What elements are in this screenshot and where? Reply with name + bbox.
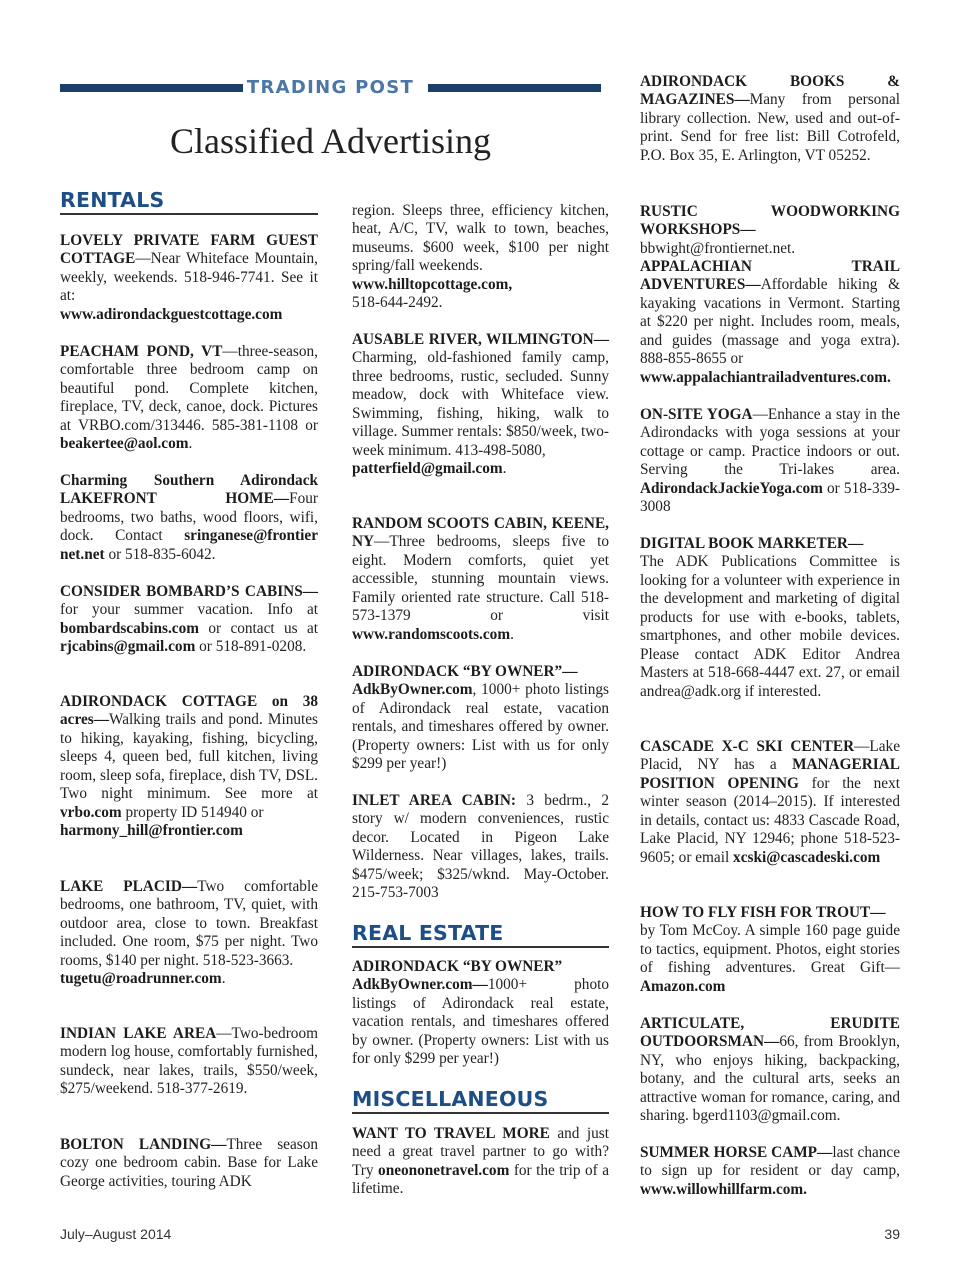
appalachian-url-link[interactable]: www.appalachiantrailadventures.com. (640, 368, 891, 386)
ad-random-scoots: RANDOM SCOOTS CABIN, KEENE, NY—Three bedrooms, sleeps five to eight. Modern comforts, quiet yet accessible, stunning mountain views. Family oriented rate structure. Call 518-573-1379 or visit www.randomscoots.com. (352, 515, 609, 643)
ad-by-owner-rentals: ADIRONDACK “BY OWNER”— AdkByOwner.com, 1000+ photo listings of Adirondack real estate, vacation rentals, and timeshares offered by owner. (Property owners: List with us for only $299 per year!) (352, 663, 609, 773)
section-heading-rentals: RENTALS (60, 188, 318, 215)
yoga-url-link[interactable]: AdirondackJackieYoga.com (640, 479, 823, 497)
ad-cascade-ski: CASCADE X-C SKI CENTER—Lake Placid, NY has a MANAGERIAL POSITION OPENING for the next winter season (2014–2015). If interested in details, contact us: 4833 Cascade Road, Lake Placid, NY 12946; phone 518-523-9605; or email xcski@cascadeski.com (640, 738, 900, 866)
ad-onsite-yoga: ON-SITE YOGA—Enhance a stay in the Adirondacks with yoga sessions at your cottage or camp. Practice indoors or out. Serving the Tri-lakes area. AdirondackJackieYoga.com or 518-339-3008 (640, 406, 900, 516)
tugetu-email-link[interactable]: tugetu@roadrunner.com (60, 970, 222, 988)
ad-farm-cottage: LOVELY PRIVATE FARM GUEST COTTAGE—Near Whiteface Mountain, weekly, weekends. 518-946-7741. See it at: www.adirondackguestcottage.com (60, 232, 318, 323)
ad-cottage-38-acres: ADIRONDACK COTTAGE on 38 acres—Walking trails and pond. Minutes to hiking, kayaking, fishing, bicycling, sleeps 4, queen bed, full kitchen, living room, sleep sofa, fireplace, dish TV, DSL. Two night minimum. See more at vrbo.com property ID 514940 or harmony_hill@frontier.com (60, 693, 318, 840)
trading-post-banner (60, 78, 601, 98)
vrbo-link[interactable]: vrbo.com (60, 803, 122, 821)
ad-outdoorsman: ARTICULATE, ERUDITE OUTDOORSMAN—66, from Brooklyn, NY, who enjoys hiking, backpacking, botany, and the cultural arts, seeks an attractive woman for romance, caring, and sharing. bgerd1103@gmail.com. (640, 1015, 900, 1125)
footer-page-number: 39 (884, 1226, 900, 1242)
ad-lakefront-home: Charming Southern Adirondack LAKEFRONT HOME—Four bedrooms, two baths, wood floors, wifi, dock. Contact sringanese@frontier net.net or 518-835-6042. (60, 472, 318, 563)
farm-url-link[interactable]: www.adirondackguestcottage.com (60, 305, 283, 323)
ad-peacham-pond: PEACHAM POND, VT—three-season, comfortable three bedroom camp on beautiful pond. Complete kitchen, fireplace, TV, deck, canoe, dock. Pictures at VRBO.com/313446. 585-381-1108 or beakertee@aol.com. (60, 343, 318, 453)
ad-appalachian-trail: APPALACHIAN TRAIL ADVENTURES—Affordable hiking & kayaking vacations in Vermont. Starting at $220 per night. Includes room, meals, and guides (massage and yoga extra). 888-855-8655 or www.appalachiantrailadventures.com. (640, 258, 900, 386)
section-heading-real-estate: REAL ESTATE (352, 921, 609, 948)
harmony-email-link[interactable]: harmony_hill@frontier.com (60, 822, 243, 840)
adkbyowner-link-2[interactable]: AdkByOwner.com— (352, 976, 488, 994)
ad-ausable-river: AUSABLE RIVER, WILMINGTON—Charming, old-fashioned family camp, three bedrooms, rustic, secluded. Sunny meadow, dock with Whiteface view. Swimming, fishing, hiking, walk to village. Summer rentals: $850/week, two-week minimum. 413-498-5080, patterfield@gmail.com. (352, 331, 609, 478)
hilltop-url-link[interactable]: www.hilltopcottage.com, (352, 275, 513, 293)
adkbyowner-link[interactable]: AdkByOwner.com (352, 681, 473, 699)
ad-bolton-landing: BOLTON LANDING—Three season cozy one bedroom cabin. Base for Lake George activities, touring ADK (60, 1136, 318, 1190)
lakefront-email-link[interactable]: sringanese@frontier net.net (60, 527, 318, 563)
ad-adirondack-books: ADIRONDACK BOOKS & MAGAZINES—Many from personal library collection. New, used and out-of-print. Send for free list: Bill Cotrofeld, P.O. Box 35, E. Arlington, VT 05252. (640, 73, 900, 164)
willowhill-url-link[interactable]: www.willowhillfarm.com. (640, 1180, 807, 1198)
ad-lake-placid: LAKE PLACID—Two comfortable bedrooms, one bathroom, TV, quiet, with outdoor area, close to town. Breakfast included. One room, $75 per night. Two rooms, $140 per night. 518-523-3663. tugetu@roadrunner.com. (60, 878, 318, 988)
xcski-email-link[interactable]: xcski@cascadeski.com (733, 848, 881, 866)
ad-rustic-woodworking: RUSTIC WOODWORKING WORKSHOPS—bbwight@frontiernet.net. (640, 203, 900, 257)
randomscoots-url-link[interactable]: www.randomscoots.com (352, 625, 511, 643)
peacham-email-link[interactable]: beakertee@aol.com (60, 435, 189, 453)
ad-inlet-area-cabin: INLET AREA CABIN: 3 bedrm., 2 story w/ modern conveniences, rustic decor. Located in Pigeon Lake Wilderness. Near villages, lakes, trails. $475/week; $325/wknd. May-October. 215-753-7003 (352, 792, 609, 902)
ad-by-owner-real-estate: ADIRONDACK “BY OWNER” AdkByOwner.com—1000+ photo listings of Adirondack real estate, vacation rentals, and timeshares offered by owner. (Property owners: List with us for only $299 per year!) (352, 958, 609, 1068)
oneonone-url-link[interactable]: oneononetravel.com (378, 1161, 510, 1179)
ad-travel-partner: WANT TO TRAVEL MORE and just need a great travel partner to go with? Try oneononetravel.com for the trip of a lifetime. (352, 1125, 610, 1198)
section-heading-misc: MISCELLANEOUS (352, 1087, 609, 1114)
ad-indian-lake: INDIAN LAKE AREA—Two-bedroom modern log house, comfortably furnished, sundeck, near lakes, trails, $550/week, $275/weekend. 518-377-2619. (60, 1025, 318, 1098)
bombard-email-link[interactable]: rjcabins@gmail.com (60, 638, 196, 656)
ad-summer-horse-camp: SUMMER HORSE CAMP—last chance to sign up for resident or day camp, www.willowhillfarm.com. (640, 1144, 900, 1198)
bombard-url-link[interactable]: bombardscabins.com (60, 619, 199, 637)
amazon-link[interactable]: Amazon.com (640, 977, 726, 995)
patterfield-email-link[interactable]: patterfield@gmail.com (352, 460, 503, 478)
page-title: Classified Advertising (170, 121, 491, 161)
ad-bolton-landing-cont: region. Sleeps three, efficiency kitchen, heat, A/C, TV, walk to town, beaches, museums. $600 week, $100 per night spring/fall weekends. www.hilltopcottage.com, 518-644-2492. (352, 202, 609, 312)
banner-kicker: TRADING POST (243, 77, 418, 98)
ad-digital-book-marketer: DIGITAL BOOK MARKETER— The ADK Publications Committee is looking for a volunteer with experience in the development and marketing of digital products for use with e-books, tablets, smartphones, and other mobile devices. Please contact ADK Editor Andrea Masters at 518-668-4447 ext. 27, or email andrea@adk.org if interested. (640, 535, 900, 700)
ad-bombards-cabins: CONSIDER BOMBARD’S CABINS—for your summer vacation. Info at bombardscabins.com or contact us at rjcabins@gmail.com or 518-891-0208. (60, 583, 318, 656)
ad-fly-fish: HOW TO FLY FISH FOR TROUT— by Tom McCoy. A simple 160 page guide to tactics, equipment. Photos, eight stories of fishing adventures. Great Gift—Amazon.com (640, 904, 900, 995)
footer-issue-date: July–August 2014 (60, 1226, 172, 1242)
